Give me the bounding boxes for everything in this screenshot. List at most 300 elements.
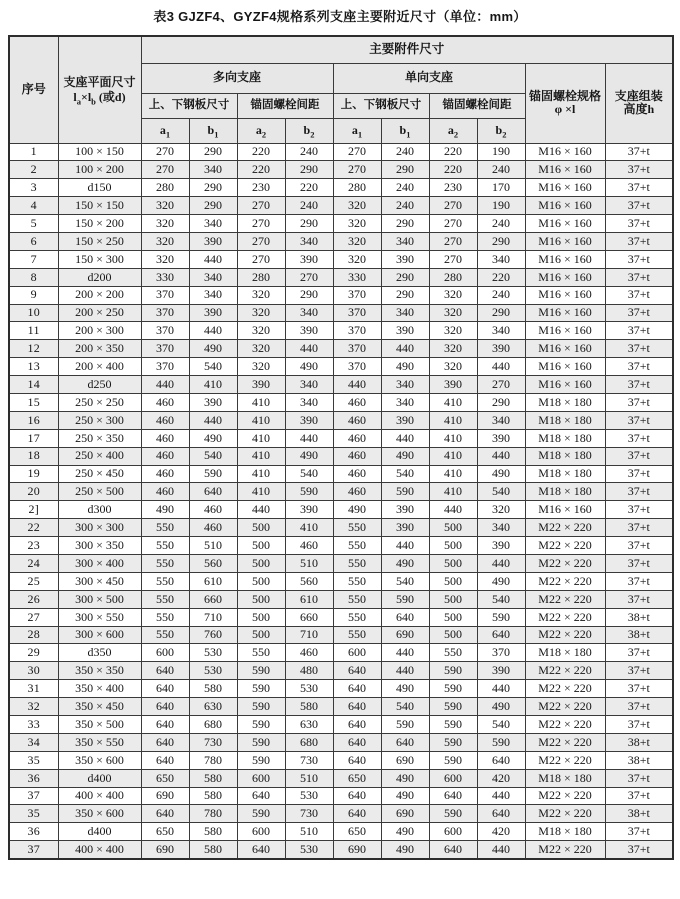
single-b1-cell: 690 — [381, 626, 429, 644]
subcol-a2-multi: $a_2$ — [237, 118, 285, 143]
multi-b1-cell: 540 — [189, 358, 237, 376]
height-cell: 38+t — [605, 751, 673, 769]
size-cell: 250 × 350 — [58, 429, 141, 447]
single-b2-cell: 390 — [477, 537, 525, 555]
multi-b1-cell: 760 — [189, 626, 237, 644]
height-cell: 37+t — [605, 680, 673, 698]
bolt-spec-cell: M18 × 180 — [525, 429, 605, 447]
height-cell: 37+t — [605, 716, 673, 734]
table-row — [9, 215, 673, 233]
table-row — [9, 286, 673, 304]
table-row — [9, 823, 673, 841]
single-a2-cell: 590 — [429, 805, 477, 823]
serial-cell: 25 — [9, 572, 58, 590]
single-a2-cell: 590 — [429, 733, 477, 751]
table-row — [9, 716, 673, 734]
bolt-spec-cell: M18 × 180 — [525, 465, 605, 483]
multi-b2-cell: 510 — [285, 769, 333, 787]
multi-a1-cell: 600 — [141, 644, 189, 662]
serial-cell: 9 — [9, 286, 58, 304]
single-b2-cell: 440 — [477, 554, 525, 572]
single-a1-cell: 650 — [333, 823, 381, 841]
table-row — [9, 161, 673, 179]
single-b1-cell: 340 — [381, 376, 429, 394]
multi-b1-cell: 560 — [189, 554, 237, 572]
multi-b1-cell: 530 — [189, 644, 237, 662]
serial-cell: 29 — [9, 644, 58, 662]
serial-column-header: 序号 — [9, 36, 58, 143]
height-cell: 37+t — [605, 393, 673, 411]
multi-b1-cell: 780 — [189, 805, 237, 823]
serial-cell: 28 — [9, 626, 58, 644]
single-a1-cell: 640 — [333, 662, 381, 680]
single-a2-cell: 270 — [429, 197, 477, 215]
multi-a2-cell: 410 — [237, 447, 285, 465]
bolt-spec-cell: M22 × 220 — [525, 805, 605, 823]
single-b1-cell: 440 — [381, 340, 429, 358]
single-a1-cell: 550 — [333, 519, 381, 537]
serial-cell: 34 — [9, 733, 58, 751]
multi-a1-cell: 550 — [141, 572, 189, 590]
single-a1-cell: 460 — [333, 483, 381, 501]
height-cell: 37+t — [605, 250, 673, 268]
single-a2-cell: 410 — [429, 429, 477, 447]
multi-b1-cell: 640 — [189, 483, 237, 501]
multi-b1-cell: 730 — [189, 733, 237, 751]
multi-b2-cell: 460 — [285, 537, 333, 555]
multi-b1-cell: 390 — [189, 232, 237, 250]
size-cell: d400 — [58, 769, 141, 787]
multi-a2-cell: 320 — [237, 322, 285, 340]
bolt-spec-cell: M22 × 220 — [525, 519, 605, 537]
multi-b2-cell: 730 — [285, 751, 333, 769]
single-b1-cell: 290 — [381, 161, 429, 179]
single-b2-cell: 540 — [477, 716, 525, 734]
single-b2-cell: 270 — [477, 376, 525, 394]
single-b1-cell: 490 — [381, 769, 429, 787]
multi-a1-cell: 640 — [141, 698, 189, 716]
bolt-spec-cell: M18 × 180 — [525, 483, 605, 501]
bolt-spec-cell: M16 × 160 — [525, 143, 605, 161]
serial-cell: 36 — [9, 769, 58, 787]
height-cell: 37+t — [605, 662, 673, 680]
table-row — [9, 411, 673, 429]
serial-cell: 27 — [9, 608, 58, 626]
multi-b2-cell: 240 — [285, 143, 333, 161]
single-b1-cell: 240 — [381, 197, 429, 215]
serial-cell: 15 — [9, 393, 58, 411]
main-accessory-group-header: 主要附件尺寸 — [141, 36, 673, 63]
size-cell: 200 × 350 — [58, 340, 141, 358]
multi-a2-cell: 410 — [237, 393, 285, 411]
table-row — [9, 340, 673, 358]
size-cell: 250 × 450 — [58, 465, 141, 483]
single-a2-cell: 590 — [429, 698, 477, 716]
multi-a1-cell: 640 — [141, 805, 189, 823]
single-a1-cell: 370 — [333, 358, 381, 376]
single-a2-cell: 410 — [429, 411, 477, 429]
bolt-spacing-header-multi: 锚固螺栓间距 — [237, 93, 333, 118]
single-a2-cell: 600 — [429, 823, 477, 841]
height-cell: 37+t — [605, 304, 673, 322]
subcol-b2-single: $b_2$ — [477, 118, 525, 143]
table-row — [9, 393, 673, 411]
size-cell: 350 × 350 — [58, 662, 141, 680]
single-a2-cell: 410 — [429, 393, 477, 411]
multi-b2-cell: 490 — [285, 447, 333, 465]
single-a1-cell: 550 — [333, 572, 381, 590]
single-a2-cell: 640 — [429, 787, 477, 805]
size-cell: d250 — [58, 376, 141, 394]
plate-size-header-multi: 上、下钢板尺寸 — [141, 93, 237, 118]
multi-a2-cell: 410 — [237, 465, 285, 483]
serial-cell: 24 — [9, 554, 58, 572]
multi-a2-cell: 500 — [237, 608, 285, 626]
table-row — [9, 483, 673, 501]
single-b1-cell: 490 — [381, 447, 429, 465]
single-b1-cell: 690 — [381, 805, 429, 823]
multi-b1-cell: 340 — [189, 286, 237, 304]
multi-a2-cell: 440 — [237, 501, 285, 519]
serial-cell: 35 — [9, 805, 58, 823]
single-a1-cell: 640 — [333, 751, 381, 769]
single-b1-cell: 390 — [381, 250, 429, 268]
multi-a1-cell: 640 — [141, 733, 189, 751]
multi-a1-cell: 370 — [141, 322, 189, 340]
multi-b1-cell: 490 — [189, 340, 237, 358]
multi-b1-cell: 460 — [189, 519, 237, 537]
multi-b2-cell: 440 — [285, 429, 333, 447]
single-a2-cell: 270 — [429, 250, 477, 268]
single-a1-cell: 460 — [333, 447, 381, 465]
height-cell: 37+t — [605, 232, 673, 250]
height-cell: 37+t — [605, 268, 673, 286]
serial-cell: 3 — [9, 179, 58, 197]
size-cell: 350 × 600 — [58, 751, 141, 769]
multi-b1-cell: 780 — [189, 751, 237, 769]
multi-a1-cell: 370 — [141, 304, 189, 322]
table-row — [9, 376, 673, 394]
multi-a1-cell: 640 — [141, 751, 189, 769]
bolt-spec-cell: M22 × 220 — [525, 751, 605, 769]
multi-b2-cell: 290 — [285, 161, 333, 179]
single-b2-cell: 440 — [477, 358, 525, 376]
single-a2-cell: 500 — [429, 554, 477, 572]
single-a1-cell: 640 — [333, 680, 381, 698]
single-a1-cell: 550 — [333, 554, 381, 572]
single-b1-cell: 390 — [381, 501, 429, 519]
single-b1-cell: 440 — [381, 662, 429, 680]
bolt-spec-cell: M22 × 220 — [525, 716, 605, 734]
multi-a2-cell: 270 — [237, 215, 285, 233]
size-cell: 250 × 300 — [58, 411, 141, 429]
single-a1-cell: 460 — [333, 411, 381, 429]
multi-a2-cell: 320 — [237, 340, 285, 358]
serial-cell: 1 — [9, 143, 58, 161]
serial-cell: 37 — [9, 787, 58, 805]
single-a2-cell: 500 — [429, 537, 477, 555]
single-a1-cell: 370 — [333, 322, 381, 340]
height-cell: 37+t — [605, 572, 673, 590]
multi-b1-cell: 680 — [189, 716, 237, 734]
table-row — [9, 644, 673, 662]
multi-b1-cell: 340 — [189, 268, 237, 286]
size-cell: 100 × 200 — [58, 161, 141, 179]
size-cell: 250 × 250 — [58, 393, 141, 411]
bolt-spec-cell: M16 × 160 — [525, 286, 605, 304]
single-a2-cell: 270 — [429, 232, 477, 250]
bolt-spec-cell: M16 × 160 — [525, 268, 605, 286]
serial-cell: 2 — [9, 161, 58, 179]
single-a1-cell: 320 — [333, 250, 381, 268]
bolt-spec-cell: M16 × 160 — [525, 501, 605, 519]
table-row — [9, 751, 673, 769]
multi-a2-cell: 220 — [237, 161, 285, 179]
serial-cell: 26 — [9, 590, 58, 608]
multi-b2-cell: 560 — [285, 572, 333, 590]
table-row — [9, 447, 673, 465]
single-a1-cell: 600 — [333, 644, 381, 662]
multi-b2-cell: 270 — [285, 268, 333, 286]
serial-cell: 13 — [9, 358, 58, 376]
single-b2-cell: 340 — [477, 411, 525, 429]
table-row — [9, 143, 673, 161]
multi-a1-cell: 640 — [141, 680, 189, 698]
serial-cell: 35 — [9, 751, 58, 769]
height-cell: 37+t — [605, 197, 673, 215]
size-cell: d400 — [58, 823, 141, 841]
bolt-spec-cell: M22 × 220 — [525, 698, 605, 716]
multi-a1-cell: 640 — [141, 716, 189, 734]
bolt-spec-cell: M16 × 160 — [525, 179, 605, 197]
size-cell: 150 × 200 — [58, 215, 141, 233]
size-cell: 300 × 500 — [58, 590, 141, 608]
single-a2-cell: 590 — [429, 751, 477, 769]
height-cell: 37+t — [605, 143, 673, 161]
multi-a1-cell: 280 — [141, 179, 189, 197]
multi-b2-cell: 540 — [285, 465, 333, 483]
bolt-spec-cell: M18 × 180 — [525, 393, 605, 411]
multi-a2-cell: 600 — [237, 769, 285, 787]
multi-a2-cell: 500 — [237, 572, 285, 590]
bolt-spec-cell: M16 × 160 — [525, 376, 605, 394]
bolt-spec-cell: M22 × 220 — [525, 626, 605, 644]
multi-a2-cell: 600 — [237, 823, 285, 841]
height-cell: 37+t — [605, 483, 673, 501]
single-b1-cell: 540 — [381, 465, 429, 483]
bolt-spec-cell: M22 × 220 — [525, 572, 605, 590]
size-cell: 100 × 150 — [58, 143, 141, 161]
serial-cell: 23 — [9, 537, 58, 555]
single-b1-cell: 590 — [381, 716, 429, 734]
multi-b1-cell: 510 — [189, 537, 237, 555]
multi-a1-cell: 490 — [141, 501, 189, 519]
height-cell: 38+t — [605, 626, 673, 644]
size-cell: 300 × 300 — [58, 519, 141, 537]
table-row — [9, 465, 673, 483]
multi-a2-cell: 270 — [237, 232, 285, 250]
serial-cell: 17 — [9, 429, 58, 447]
single-b2-cell: 290 — [477, 232, 525, 250]
multi-b2-cell: 220 — [285, 179, 333, 197]
height-cell: 37+t — [605, 376, 673, 394]
single-a1-cell: 370 — [333, 304, 381, 322]
single-b1-cell: 490 — [381, 823, 429, 841]
single-a1-cell: 460 — [333, 465, 381, 483]
subcol-a1-single: $a_1$ — [333, 118, 381, 143]
serial-cell: 32 — [9, 698, 58, 716]
multi-a1-cell: 270 — [141, 143, 189, 161]
multi-b1-cell: 410 — [189, 376, 237, 394]
single-b2-cell: 640 — [477, 805, 525, 823]
serial-cell: 36 — [9, 823, 58, 841]
size-cell: d150 — [58, 179, 141, 197]
single-b2-cell: 240 — [477, 161, 525, 179]
multi-a1-cell: 550 — [141, 537, 189, 555]
subcol-a2-single: $a_2$ — [429, 118, 477, 143]
single-b1-cell: 390 — [381, 411, 429, 429]
table-row — [9, 197, 673, 215]
size-cell: 350 × 550 — [58, 733, 141, 751]
height-cell: 37+t — [605, 554, 673, 572]
single-b2-cell: 640 — [477, 626, 525, 644]
multi-a1-cell: 550 — [141, 590, 189, 608]
multi-a1-cell: 370 — [141, 286, 189, 304]
single-b1-cell: 490 — [381, 787, 429, 805]
multi-a1-cell: 320 — [141, 232, 189, 250]
multi-b1-cell: 580 — [189, 769, 237, 787]
size-cell: d200 — [58, 268, 141, 286]
height-cell: 38+t — [605, 608, 673, 626]
bolt-spec-cell: M18 × 180 — [525, 823, 605, 841]
height-cell: 38+t — [605, 805, 673, 823]
height-cell: 37+t — [605, 161, 673, 179]
single-a1-cell: 550 — [333, 590, 381, 608]
single-a2-cell: 590 — [429, 662, 477, 680]
single-b2-cell: 440 — [477, 447, 525, 465]
table-row — [9, 179, 673, 197]
height-cell: 37+t — [605, 358, 673, 376]
multi-a2-cell: 590 — [237, 716, 285, 734]
serial-cell: 11 — [9, 322, 58, 340]
serial-cell: 22 — [9, 519, 58, 537]
bolt-spec-cell: M22 × 220 — [525, 537, 605, 555]
single-a1-cell: 270 — [333, 161, 381, 179]
size-cell: 400 × 400 — [58, 841, 141, 859]
single-a1-cell: 640 — [333, 698, 381, 716]
size-cell: 150 × 250 — [58, 232, 141, 250]
single-b2-cell: 490 — [477, 465, 525, 483]
multi-a1-cell: 550 — [141, 608, 189, 626]
single-b1-cell: 340 — [381, 304, 429, 322]
single-a2-cell: 320 — [429, 340, 477, 358]
single-b1-cell: 240 — [381, 143, 429, 161]
single-b1-cell: 440 — [381, 537, 429, 555]
single-b1-cell: 490 — [381, 841, 429, 859]
single-b2-cell: 490 — [477, 698, 525, 716]
serial-cell: 4 — [9, 197, 58, 215]
height-cell: 37+t — [605, 465, 673, 483]
multi-a2-cell: 500 — [237, 519, 285, 537]
single-b2-cell: 440 — [477, 841, 525, 859]
table-body — [9, 143, 673, 859]
single-b2-cell: 390 — [477, 429, 525, 447]
single-b1-cell: 490 — [381, 680, 429, 698]
bolt-spacing-header-single: 锚固螺栓间距 — [429, 93, 525, 118]
multi-a2-cell: 280 — [237, 268, 285, 286]
single-a2-cell: 320 — [429, 304, 477, 322]
bolt-spec-cell: M22 × 220 — [525, 680, 605, 698]
table-row — [9, 250, 673, 268]
single-a1-cell: 650 — [333, 769, 381, 787]
multi-b2-cell: 410 — [285, 519, 333, 537]
height-cell: 37+t — [605, 823, 673, 841]
multi-b1-cell: 580 — [189, 787, 237, 805]
multi-b1-cell: 630 — [189, 698, 237, 716]
multi-a1-cell: 320 — [141, 250, 189, 268]
multi-b1-cell: 340 — [189, 215, 237, 233]
single-a1-cell: 320 — [333, 197, 381, 215]
multi-b1-cell: 290 — [189, 179, 237, 197]
bolt-spec-cell: M16 × 160 — [525, 215, 605, 233]
single-a1-cell: 640 — [333, 733, 381, 751]
plane-size-formula: $l_a\times l_b$ (或d) — [73, 89, 126, 107]
single-a1-cell: 460 — [333, 393, 381, 411]
single-b2-cell: 340 — [477, 322, 525, 340]
single-b1-cell: 540 — [381, 572, 429, 590]
multi-b2-cell: 340 — [285, 393, 333, 411]
height-cell: 37+t — [605, 841, 673, 859]
bolt-spec-cell: M22 × 220 — [525, 841, 605, 859]
height-cell: 37+t — [605, 179, 673, 197]
bolt-spec-cell: M18 × 180 — [525, 447, 605, 465]
multi-b2-cell: 590 — [285, 483, 333, 501]
single-a1-cell: 320 — [333, 215, 381, 233]
single-a2-cell: 280 — [429, 268, 477, 286]
height-cell: 37+t — [605, 769, 673, 787]
single-b2-cell: 420 — [477, 823, 525, 841]
multi-a2-cell: 500 — [237, 590, 285, 608]
multi-b1-cell: 530 — [189, 662, 237, 680]
single-a1-cell: 370 — [333, 286, 381, 304]
table-row — [9, 554, 673, 572]
table-row — [9, 322, 673, 340]
serial-cell: 16 — [9, 411, 58, 429]
multi-b2-cell: 710 — [285, 626, 333, 644]
size-cell: 200 × 250 — [58, 304, 141, 322]
table-row — [9, 537, 673, 555]
multi-a1-cell: 460 — [141, 411, 189, 429]
serial-cell: 6 — [9, 232, 58, 250]
multi-b1-cell: 580 — [189, 841, 237, 859]
multi-a1-cell: 460 — [141, 447, 189, 465]
subcol-b1-single: $b_1$ — [381, 118, 429, 143]
table-row — [9, 358, 673, 376]
size-cell: 250 × 500 — [58, 483, 141, 501]
table-row — [9, 662, 673, 680]
multi-b2-cell: 440 — [285, 340, 333, 358]
multi-b2-cell: 290 — [285, 286, 333, 304]
multi-b1-cell: 590 — [189, 465, 237, 483]
single-b2-cell: 340 — [477, 519, 525, 537]
single-a2-cell: 550 — [429, 644, 477, 662]
single-a2-cell: 320 — [429, 286, 477, 304]
single-a1-cell: 370 — [333, 340, 381, 358]
multi-b2-cell: 390 — [285, 501, 333, 519]
single-a2-cell: 390 — [429, 376, 477, 394]
multi-a1-cell: 460 — [141, 429, 189, 447]
single-a2-cell: 500 — [429, 608, 477, 626]
